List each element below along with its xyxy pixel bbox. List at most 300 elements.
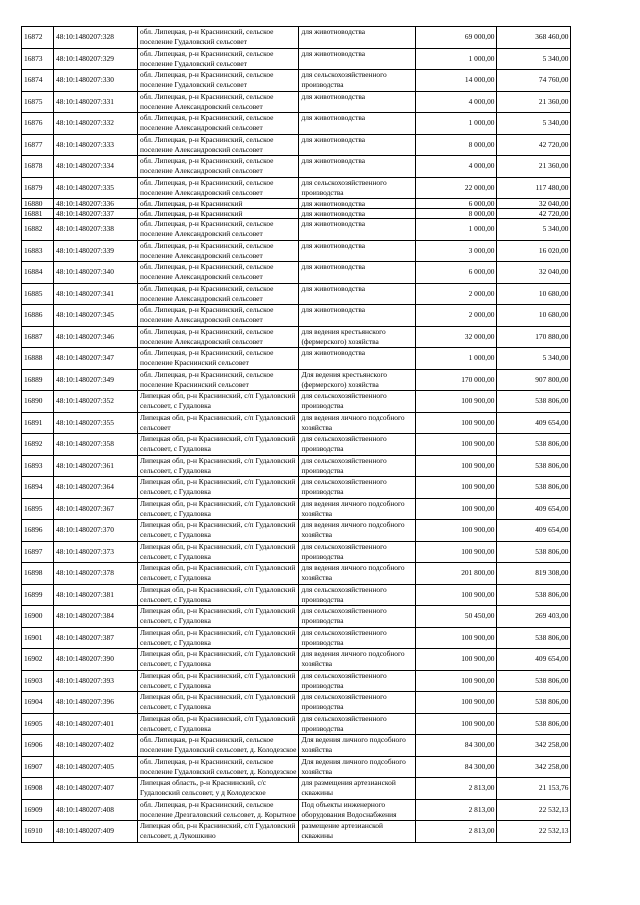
cadastral-number-cell: 48:10:1480207:387 [54,627,138,649]
cadastral-value-cell: 538 806,00 [497,713,571,735]
land-use-cell [299,455,416,477]
area-cell: 2 000,00 [416,305,497,327]
address-cell-line: обл. Липецкая, р-н Краснинский, сельское [140,348,274,357]
address-cell-line: обл. Липецкая, р-н Краснинский, сельское [140,113,274,122]
land-use-cell [299,48,416,70]
address-cell [138,262,299,284]
land-use-cell-line: для животноводства [301,134,366,144]
area-cell: 100 900,00 [416,584,497,606]
cadastral-number-cell: 48:10:1480207:381 [54,584,138,606]
address-cell-line: Гудаловский сельсовет, у д Колодезское [140,788,266,797]
land-use-cell-line: производства [301,594,344,604]
row-number-cell: 16884 [22,262,54,284]
cadastral-number-cell: 48:10:1480207:336 [54,199,138,209]
cadastral-number-cell: 48:10:1480207:367 [54,498,138,520]
address-cell-line: сельсовет, с Гудаловка [140,444,211,453]
table-row [22,27,571,49]
row-number-cell: 16885 [22,283,54,305]
row-number-cell: 16889 [22,369,54,391]
land-use-cell [299,156,416,178]
row-number-cell: 16886 [22,305,54,327]
address-cell [138,48,299,70]
address-cell-line: сельсовет, с Гудаловка [140,680,211,690]
address-cell-line: Липецкая обл, р-н Краснинский, с/п Гудаловский [140,412,296,422]
address-cell-line: обл. Липецкая, р-н Краснинский, сельское [140,48,274,58]
area-cell: 100 900,00 [416,412,497,434]
cadastral-number-cell: 48:10:1480207:331 [54,91,138,113]
table-row [22,305,571,327]
address-cell-line: поселение Александровский сельсовет [140,293,263,303]
address-cell-line: поселение Александровский сельсовет [140,229,263,238]
row-number-cell: 16882 [22,219,54,241]
address-cell-line: обл. Липецкая, р-н Краснинский, сельское [140,91,274,101]
land-use-cell [299,209,416,219]
table-row [22,48,571,70]
cadastral-number-cell: 48:10:1480207:408 [54,799,138,821]
row-number-cell: 16883 [22,240,54,262]
land-use-cell-line: для размещения артезианской [301,778,396,787]
address-cell [138,240,299,262]
land-use-cell-line: для сельскохозяйственного [301,670,387,680]
row-number-cell: 16901 [22,627,54,649]
cadastral-value-cell: 10 680,00 [497,305,571,327]
row-number-cell: 16906 [22,735,54,757]
land-use-cell [299,756,416,778]
table-row [22,369,571,391]
land-use-cell-line: оборудования Водоснабжения [301,809,397,819]
table-row [22,391,571,413]
land-use-cell-line: производства [301,616,344,625]
row-number-cell: 16904 [22,692,54,714]
table-row [22,606,571,628]
address-cell-line: обл. Липецкая, р-н Краснинский, сельское [140,27,274,36]
land-use-cell-line: скважины [301,831,333,840]
address-cell-line: Липецкая область, р-н Краснинский, с/с [140,778,267,787]
land-use-cell-line: производства [301,444,344,453]
address-cell-line: Липецкая обл, р-н Краснинский, с/п Гудаловский [140,670,296,680]
area-cell: 2 813,00 [416,778,497,800]
area-cell: 2 813,00 [416,821,497,843]
address-cell [138,305,299,327]
address-cell [138,455,299,477]
area-cell: 100 900,00 [416,391,497,413]
address-cell-line: Липецкая обл, р-н Краснинский, с/п Гудаловский [140,692,296,701]
row-number-cell: 16900 [22,606,54,628]
cadastral-number-cell: 48:10:1480207:330 [54,70,138,92]
row-number-cell: 16907 [22,756,54,778]
address-cell-line: сельсовет [140,422,171,432]
land-use-cell-line: для животноводства [301,156,366,165]
table-row [22,520,571,542]
land-use-cell-line: производства [301,551,344,561]
land-use-cell-line: размещение артезианской [301,821,383,830]
land-use-cell [299,305,416,327]
row-number-cell: 16873 [22,48,54,70]
cadastral-number-cell: 48:10:1480207:328 [54,27,138,49]
address-cell-line: обл. Липецкая, р-н Краснинский, сельское [140,283,274,293]
address-cell [138,283,299,305]
table-row [22,627,571,649]
land-use-cell [299,27,416,49]
address-cell-line: поселение Александровский сельсовет [140,166,263,175]
land-use-cell-line: для ведения личного подсобного [301,563,405,572]
table-row [22,70,571,92]
cadastral-value-cell: 409 654,00 [497,412,571,434]
row-number-cell: 16909 [22,799,54,821]
land-use-cell [299,821,416,843]
land-use-cell [299,520,416,542]
address-cell [138,27,299,49]
land-use-cell-line: для сельскохозяйственного [301,584,387,594]
land-use-cell-line: производства [301,487,344,496]
land-use-cell-line: для сельскохозяйственного [301,627,387,637]
land-use-cell-line: скважины [301,788,333,797]
land-use-cell [299,240,416,262]
address-cell [138,498,299,520]
cadastral-value-cell: 21 360,00 [497,156,571,178]
table-row [22,692,571,714]
row-number-cell: 16879 [22,177,54,199]
row-number-cell: 16896 [22,520,54,542]
address-cell [138,735,299,757]
land-use-cell-line: хозяйства [301,573,333,582]
area-cell: 1 000,00 [416,219,497,241]
address-cell-line: обл. Липецкая, р-н Краснинский, сельское [140,177,274,187]
table-row [22,348,571,370]
land-use-cell-line: Для ведения личного подсобного [301,735,406,744]
cadastral-number-cell: 48:10:1480207:345 [54,305,138,327]
cadastral-value-cell: 10 680,00 [497,283,571,305]
address-cell-line: поселение Гудаловский сельсовет, д. Колодезское [140,745,297,754]
row-number-cell: 16880 [22,199,54,209]
address-cell [138,713,299,735]
cadastral-value-cell: 5 340,00 [497,113,571,135]
land-use-cell [299,177,416,199]
land-use-cell-line: для сельскохозяйственного [301,477,387,486]
row-number-cell: 16875 [22,91,54,113]
land-use-cell [299,778,416,800]
area-cell: 14 000,00 [416,70,497,92]
cadastral-number-cell: 48:10:1480207:378 [54,563,138,585]
area-cell: 2 000,00 [416,283,497,305]
table-row [22,156,571,178]
area-cell: 201 800,00 [416,563,497,585]
row-number-cell: 16905 [22,713,54,735]
cadastral-value-cell: 538 806,00 [497,477,571,499]
land-use-cell-line: Под объекты инженерного [301,799,386,809]
address-cell-line: обл. Липецкая, р-н Краснинский, сельское [140,240,274,250]
cadastral-number-cell: 48:10:1480207:346 [54,326,138,348]
row-number-cell: 16877 [22,134,54,156]
table-row [22,756,571,778]
address-cell-line: поселение Александровский сельсовет [140,101,263,111]
land-use-cell-line: хозяйства [301,508,333,518]
address-cell [138,134,299,156]
land-use-cell-line: производства [301,401,344,410]
table-row [22,455,571,477]
address-cell-line: Липецкая обл, р-н Краснинский, с/п Гудаловский [140,477,296,486]
address-cell [138,670,299,692]
address-cell-line: сельсовет, с Гудаловка [140,659,211,668]
row-number-cell: 16892 [22,434,54,456]
land-use-cell-line: для сельскохозяйственного [301,434,387,443]
address-cell-line: Липецкая обл, р-н Краснинский, с/п Гудаловский [140,520,296,529]
address-cell [138,778,299,800]
land-use-cell [299,134,416,156]
table-row [22,821,571,843]
address-cell [138,369,299,391]
address-cell-line: Липецкая обл, р-н Краснинский, с/п Гудаловский [140,455,296,465]
land-use-cell [299,692,416,714]
address-cell-line: поселение Александровский сельсовет [140,250,263,260]
row-number-cell: 16903 [22,670,54,692]
area-cell: 50 450,00 [416,606,497,628]
land-use-cell-line: для животноводства [301,113,366,122]
table-row [22,670,571,692]
land-use-cell-line: для животноводства [301,283,366,293]
land-use-cell-line: для ведения личного подсобного [301,520,405,529]
land-use-cell-line: хозяйства [301,530,333,539]
cadastral-number-cell: 48:10:1480207:329 [54,48,138,70]
address-cell-line: обл. Липецкая, р-н Краснинский, сельское [140,134,274,144]
cadastral-value-cell: 21 153,76 [497,778,571,800]
area-cell: 8 000,00 [416,134,497,156]
land-use-cell-line: производства [301,702,344,711]
address-cell-line: Липецкая обл, р-н Краснинский, с/п Гудаловский [140,563,296,572]
area-cell: 100 900,00 [416,649,497,671]
address-cell-line: Липецкая обл, р-н Краснинский, с/п Гудаловский [140,606,296,615]
area-cell: 2 813,00 [416,799,497,821]
table-row [22,209,571,219]
row-number-cell: 16894 [22,477,54,499]
land-use-cell [299,369,416,391]
cadastral-value-cell: 538 806,00 [497,391,571,413]
address-cell-line: Липецкая обл, р-н Краснинский, с/п Гудаловский [140,627,296,637]
address-cell-line: поселение Александровский сельсовет [140,144,263,154]
cadastral-number-cell: 48:10:1480207:334 [54,156,138,178]
address-cell [138,692,299,714]
row-number-cell: 16891 [22,412,54,434]
address-cell-line: сельсовет, с Гудаловка [140,508,211,518]
area-cell: 4 000,00 [416,91,497,113]
cadastral-value-cell: 368 460,00 [497,27,571,49]
cadastral-number-cell: 48:10:1480207:409 [54,821,138,843]
address-cell-line: сельсовет, с Гудаловка [140,401,211,410]
address-cell-line: сельсовет, с Гудаловка [140,637,211,647]
address-cell [138,326,299,348]
address-cell-line: обл. Липецкая, р-н Краснинский [140,199,243,208]
address-cell [138,209,299,219]
address-cell-line: сельсовет, с Гудаловка [140,702,211,711]
address-cell [138,91,299,113]
land-use-cell [299,199,416,209]
table-row [22,498,571,520]
cadastral-number-cell: 48:10:1480207:393 [54,670,138,692]
row-number-cell: 16878 [22,156,54,178]
address-cell-line: обл. Липецкая, р-н Краснинский, сельское [140,156,274,165]
land-use-cell [299,348,416,370]
address-cell [138,756,299,778]
cadastral-value-cell: 269 403,00 [497,606,571,628]
land-use-cell-line: для сельскохозяйственного [301,70,387,79]
area-cell: 100 900,00 [416,692,497,714]
land-use-cell [299,498,416,520]
address-cell [138,477,299,499]
land-use-cell-line: для животноводства [301,219,366,228]
area-cell: 100 900,00 [416,455,497,477]
area-cell: 100 900,00 [416,627,497,649]
land-use-cell [299,391,416,413]
land-use-cell-line: для животноводства [301,27,366,36]
area-cell: 8 000,00 [416,209,497,219]
land-use-cell [299,563,416,585]
row-number-cell: 16887 [22,326,54,348]
land-use-cell [299,584,416,606]
address-cell [138,606,299,628]
land-use-cell-line: для животноводства [301,348,366,357]
area-cell: 100 900,00 [416,713,497,735]
area-cell: 6 000,00 [416,262,497,284]
table-body [22,27,571,843]
land-use-cell [299,799,416,821]
address-cell [138,563,299,585]
land-use-cell-line: производства [301,680,344,690]
land-use-cell-line: для сельскохозяйственного [301,713,387,723]
address-cell-line: сельсовет, с Гудаловка [140,573,211,582]
cadastral-value-cell: 907 800,00 [497,369,571,391]
land-use-cell [299,70,416,92]
table-row [22,219,571,241]
land-use-cell-line: Для ведения крестьянского [301,369,387,379]
land-use-cell-line: для ведения личного подсобного [301,498,405,508]
land-use-cell [299,735,416,757]
address-cell-line: поселение Александровский сельсовет [140,187,263,197]
table-row [22,412,571,434]
table-row [22,541,571,563]
address-cell-line: сельсовет, с Гудаловка [140,594,211,604]
land-use-cell [299,434,416,456]
row-number-cell: 16908 [22,778,54,800]
cadastral-number-cell: 48:10:1480207:364 [54,477,138,499]
land-use-cell-line: для сельскохозяйственного [301,455,387,465]
table-row [22,283,571,305]
area-cell: 84 300,00 [416,735,497,757]
cadastral-value-cell: 538 806,00 [497,541,571,563]
land-use-cell-line: для сельскохозяйственного [301,391,387,400]
table-row [22,735,571,757]
cadastral-value-cell: 32 040,00 [497,199,571,209]
table-row [22,262,571,284]
area-cell: 100 900,00 [416,498,497,520]
address-cell-line: поселение Александровский сельсовет [140,123,263,132]
area-cell: 100 900,00 [416,477,497,499]
address-cell-line: поселение Александровский сельсовет [140,315,263,324]
address-cell [138,156,299,178]
table-row [22,113,571,135]
cadastral-number-cell: 48:10:1480207:384 [54,606,138,628]
row-number-cell: 16888 [22,348,54,370]
address-cell-line: поселение Александровский сельсовет [140,336,263,346]
address-cell-line: Липецкая обл, р-н Краснинский, с/п Гудаловский [140,434,296,443]
address-cell [138,113,299,135]
land-use-cell-line: для сельскохозяйственного [301,606,387,615]
area-cell: 170 000,00 [416,369,497,391]
address-cell [138,434,299,456]
area-cell: 3 000,00 [416,240,497,262]
cadastral-number-cell: 48:10:1480207:349 [54,369,138,391]
row-number-cell: 16899 [22,584,54,606]
cadastral-value-cell: 538 806,00 [497,670,571,692]
area-cell: 84 300,00 [416,756,497,778]
cadastral-number-cell: 48:10:1480207:340 [54,262,138,284]
cadastral-number-cell: 48:10:1480207:407 [54,778,138,800]
land-use-cell [299,713,416,735]
area-cell: 22 000,00 [416,177,497,199]
address-cell-line: поселение Гудаловский сельсовет, д. Колодезское [140,766,297,776]
table-row [22,91,571,113]
address-cell-line: Липецкая обл, р-н Краснинский, с/п Гудаловский [140,649,296,658]
area-cell: 69 000,00 [416,27,497,49]
cadastral-value-cell: 74 760,00 [497,70,571,92]
cadastral-value-cell: 21 360,00 [497,91,571,113]
cadastral-value-cell: 117 480,00 [497,177,571,199]
cadastral-number-cell: 48:10:1480207:373 [54,541,138,563]
cadastral-number-cell: 48:10:1480207:338 [54,219,138,241]
land-use-cell [299,113,416,135]
cadastral-number-cell: 48:10:1480207:405 [54,756,138,778]
land-use-cell-line: для животноводства [301,91,366,101]
land-use-cell [299,283,416,305]
address-cell [138,412,299,434]
cadastral-number-cell: 48:10:1480207:355 [54,412,138,434]
address-cell-line: обл. Липецкая, р-н Краснинский [140,209,243,218]
cadastral-value-cell: 170 880,00 [497,326,571,348]
address-cell-line: обл. Липецкая, р-н Краснинский, сельское [140,262,274,271]
address-cell-line: сельсовет, д Лукошкино [140,831,216,840]
area-cell: 1 000,00 [416,48,497,70]
cadastral-value-cell: 5 340,00 [497,48,571,70]
cadastral-value-cell: 819 308,00 [497,563,571,585]
land-use-cell [299,477,416,499]
cadastral-value-cell: 538 806,00 [497,627,571,649]
address-cell [138,649,299,671]
cadastral-value-cell: 16 020,00 [497,240,571,262]
address-cell-line: обл. Липецкая, р-н Краснинский, сельское [140,326,274,336]
address-cell-line: обл. Липецкая, р-н Краснинский, сельское [140,305,274,314]
land-use-cell [299,627,416,649]
land-use-cell-line: для сельскохозяйственного [301,692,387,701]
land-use-cell [299,91,416,113]
table-row [22,563,571,585]
land-use-cell-line: для животноводства [301,262,366,271]
row-number-cell: 16898 [22,563,54,585]
table-row [22,134,571,156]
land-use-cell [299,326,416,348]
cadastral-value-cell: 538 806,00 [497,584,571,606]
address-cell-line: обл. Липецкая, р-н Краснинский, сельское [140,735,274,744]
address-cell [138,219,299,241]
cadastral-number-cell: 48:10:1480207:347 [54,348,138,370]
land-use-cell-line: для сельскохозяйственного [301,541,387,551]
address-cell-line: поселение Краснинский сельсовет [140,379,249,389]
address-cell-line: обл. Липецкая, р-н Краснинский, сельское [140,756,274,766]
land-plots-table [21,26,571,843]
land-use-cell-line: для животноводства [301,48,366,58]
cadastral-number-cell: 48:10:1480207:335 [54,177,138,199]
cadastral-value-cell: 538 806,00 [497,434,571,456]
table-row [22,584,571,606]
address-cell-line: сельсовет, с Гудаловка [140,530,211,539]
